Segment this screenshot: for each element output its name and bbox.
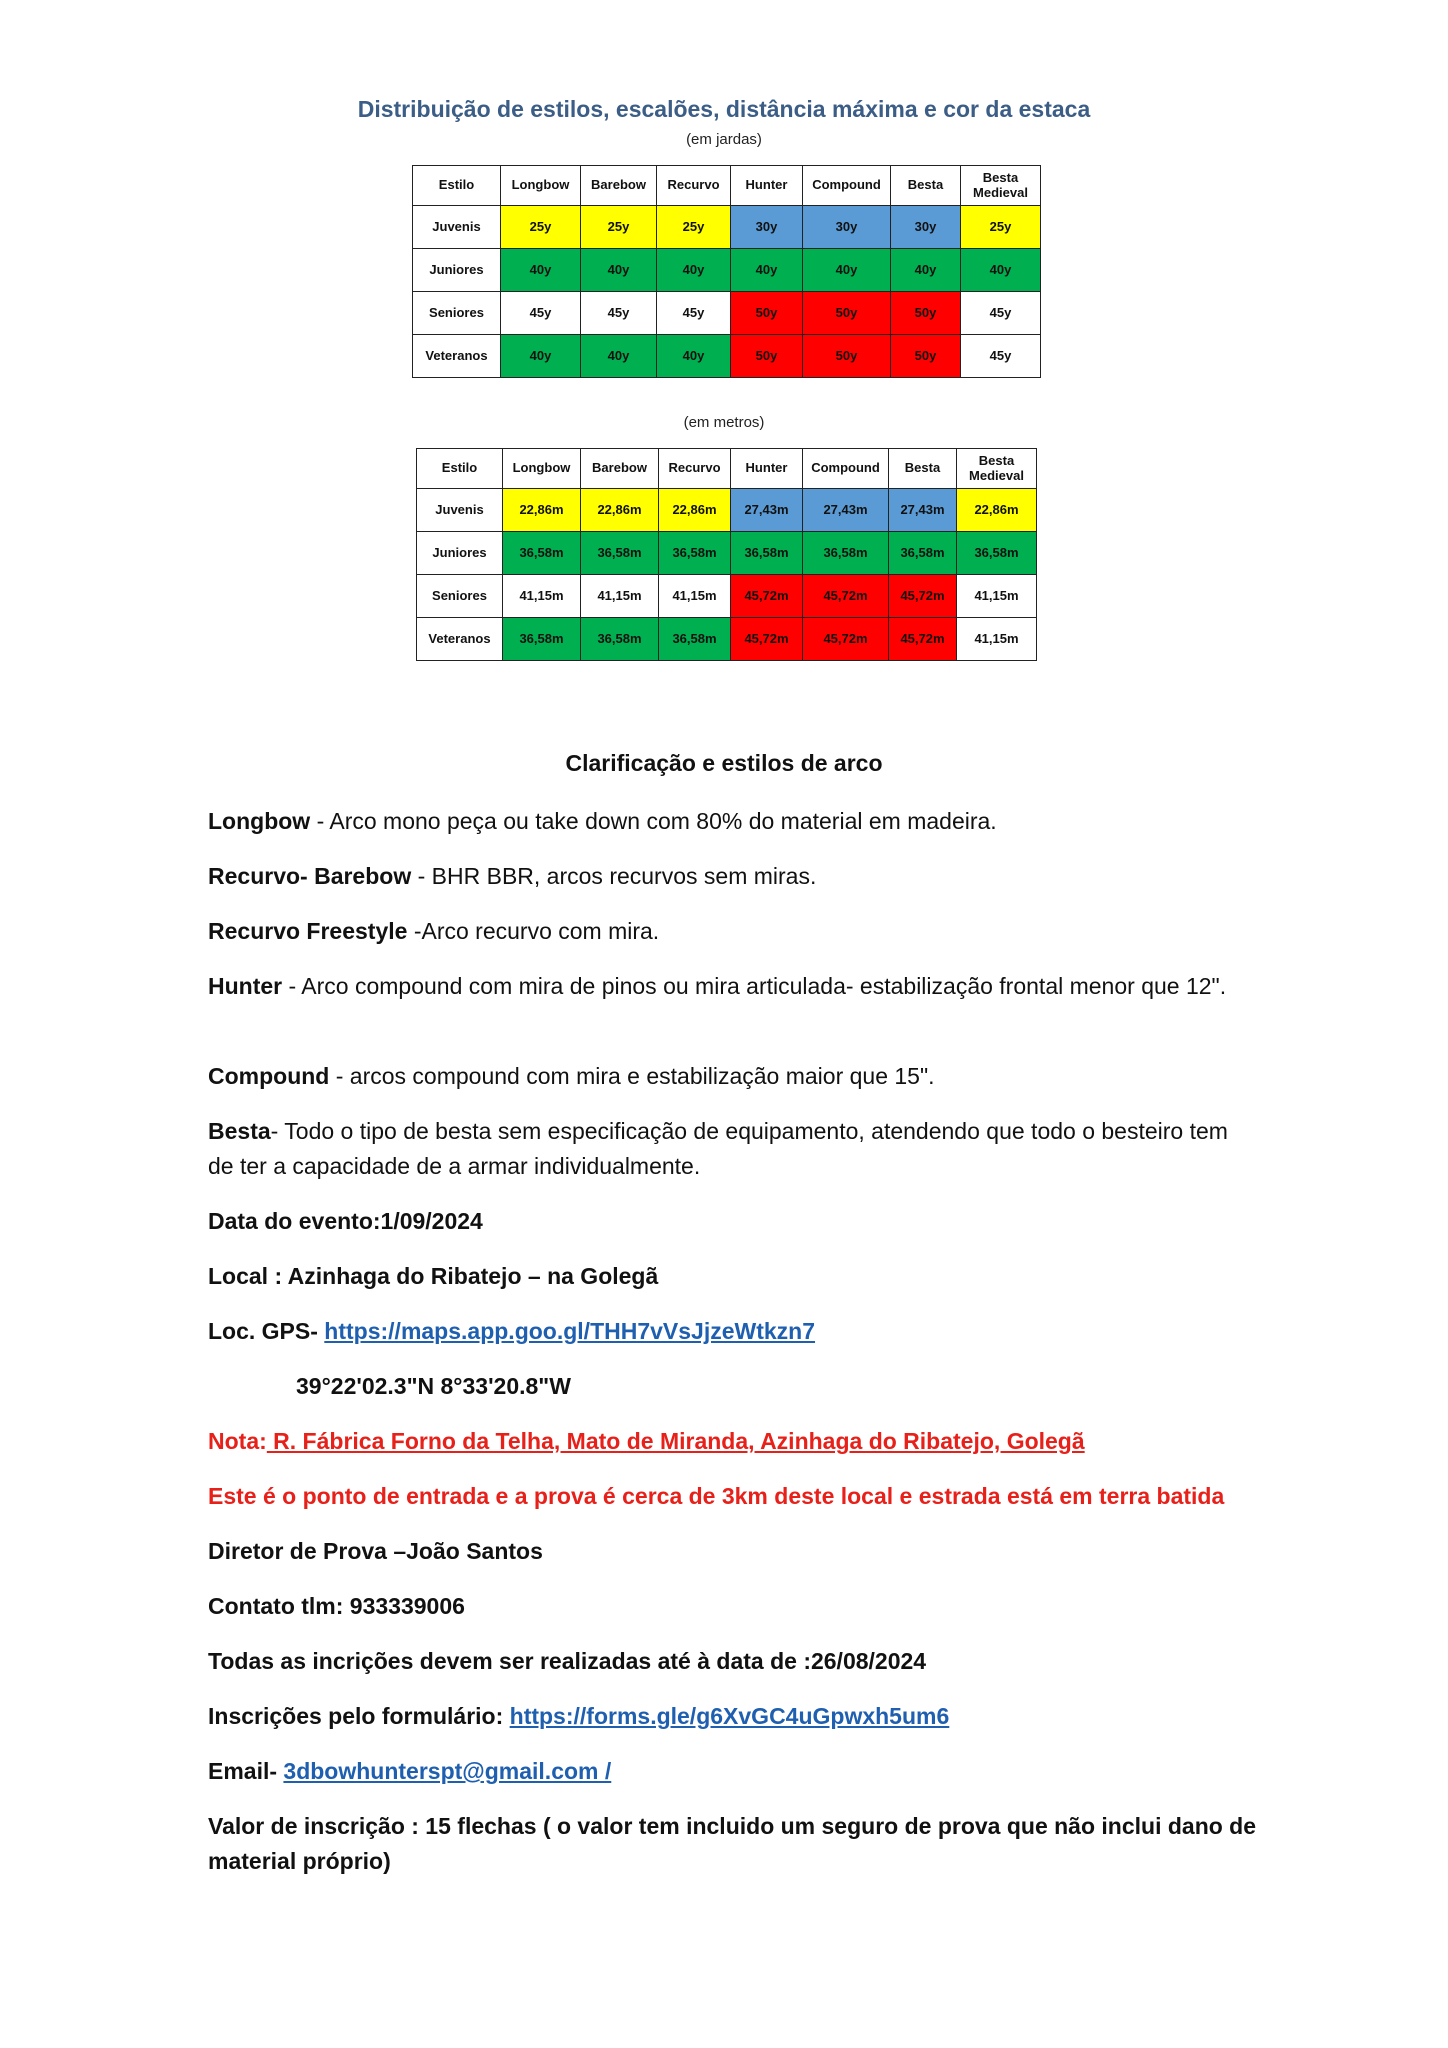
meters-distance-cell: 41,15m xyxy=(957,575,1037,618)
note-line xyxy=(208,1424,1258,1459)
style-desc: -Arco recurvo com mira. xyxy=(407,918,660,944)
meters-distance-cell: 36,58m xyxy=(803,532,889,575)
yards-distance-cell: 45y xyxy=(961,335,1041,378)
meters-distance-cell: 45,72m xyxy=(803,618,889,661)
meters-distance-cell: 36,58m xyxy=(581,618,659,661)
yards-distance-cell: 40y xyxy=(891,249,961,292)
yards-distance-cell: 40y xyxy=(731,249,803,292)
event-date: Data do evento:1/09/2024 xyxy=(208,1208,483,1234)
style-desc: - arcos compound com mira e estabilização maior que 15". xyxy=(329,1063,935,1089)
warning-text: Este é o ponto de entrada e a prova é cerca de 3km deste local e estrada está em terra batida xyxy=(208,1483,1225,1509)
email-line xyxy=(208,1754,1258,1789)
meters-row xyxy=(417,575,1037,618)
yards-distance-cell: 50y xyxy=(731,335,803,378)
meters-row-label: Juvenis xyxy=(417,489,503,532)
meters-distance-cell: 22,86m xyxy=(503,489,581,532)
style-name: Compound xyxy=(208,1063,330,1089)
yards-distance-cell: 45y xyxy=(581,292,657,335)
meters-distance-cell: 36,58m xyxy=(957,532,1037,575)
meters-header-cell: Besta Medieval xyxy=(957,449,1037,489)
yards-row-label: Seniores xyxy=(413,292,501,335)
style-desc: - Arco compound com mira de pinos ou mira articulada- estabilização frontal menor que 12". xyxy=(282,973,1227,999)
yards-distance-cell: 40y xyxy=(501,249,581,292)
meters-header-cell: Besta xyxy=(889,449,957,489)
meters-distance-cell: 22,86m xyxy=(659,489,731,532)
style-recurvo-barebow xyxy=(208,859,1258,894)
meters-distance-cell: 45,72m xyxy=(803,575,889,618)
yards-distance-cell: 30y xyxy=(803,206,891,249)
meters-row-label: Juniores xyxy=(417,532,503,575)
gps-coordinates: 39°22'02.3"N 8°33'20.8"W xyxy=(296,1373,571,1399)
meters-unit-label: (em metros) xyxy=(683,414,765,431)
yards-header-cell: Recurvo xyxy=(657,166,731,206)
meters-row xyxy=(417,489,1037,532)
note-label: Nota: xyxy=(208,1428,267,1454)
meters-distance-cell: 36,58m xyxy=(659,618,731,661)
meters-distance-cell: 36,58m xyxy=(659,532,731,575)
yards-row xyxy=(413,249,1041,292)
yards-header-cell: Besta Medieval xyxy=(961,166,1041,206)
style-hunter xyxy=(208,969,1258,1004)
yards-header-cell: Besta xyxy=(891,166,961,206)
meters-distance-cell: 41,15m xyxy=(659,575,731,618)
registration-deadline: Todas as incrições devem ser realizadas até à data de :26/08/2024 xyxy=(208,1648,927,1674)
yards-distance-cell: 40y xyxy=(501,335,581,378)
meters-distance-cell: 36,58m xyxy=(731,532,803,575)
yards-row-label: Juniores xyxy=(413,249,501,292)
meters-header-cell: Hunter xyxy=(731,449,803,489)
meters-distance-cell: 36,58m xyxy=(889,532,957,575)
gps-label: Loc. GPS- xyxy=(208,1318,325,1344)
yards-distance-cell: 50y xyxy=(803,335,891,378)
yards-distance-cell: 40y xyxy=(581,249,657,292)
form-label: Inscrições pelo formulário: xyxy=(208,1703,510,1729)
yards-header-cell: Estilo xyxy=(413,166,501,206)
meters-row xyxy=(417,532,1037,575)
yards-header-cell: Hunter xyxy=(731,166,803,206)
yards-distance-cell: 30y xyxy=(731,206,803,249)
gps-line xyxy=(208,1314,1258,1349)
form-line xyxy=(208,1699,1258,1734)
yards-distance-cell: 25y xyxy=(581,206,657,249)
email-link[interactable]: 3dbowhunterspt@gmail.com / xyxy=(283,1758,612,1784)
email-label: Email- xyxy=(208,1758,284,1784)
yards-distance-cell: 45y xyxy=(501,292,581,335)
yards-distance-cell: 50y xyxy=(731,292,803,335)
meters-distance-cell: 45,72m xyxy=(731,575,803,618)
yards-distance-cell: 30y xyxy=(891,206,961,249)
yards-header-cell: Compound xyxy=(803,166,891,206)
registration-fee: Valor de inscrição : 15 flechas ( o valor tem incluido um seguro de prova que não inclui dano de material próprio) xyxy=(208,1813,1257,1874)
yards-distance-cell: 50y xyxy=(891,292,961,335)
yards-distance-cell: 25y xyxy=(657,206,731,249)
yards-row xyxy=(413,206,1041,249)
style-name: Besta xyxy=(208,1118,271,1144)
meters-header-cell: Barebow xyxy=(581,449,659,489)
meters-header-cell: Recurvo xyxy=(659,449,731,489)
meters-distance-cell: 36,58m xyxy=(503,532,581,575)
meters-header-cell: Compound xyxy=(803,449,889,489)
meters-header-row xyxy=(417,449,1037,489)
meters-row-label: Seniores xyxy=(417,575,503,618)
yards-distance-cell: 25y xyxy=(501,206,581,249)
style-compound xyxy=(208,1059,1258,1094)
meters-distance-cell: 27,43m xyxy=(731,489,803,532)
meters-distance-cell: 36,58m xyxy=(503,618,581,661)
yards-unit-label: (em jardas) xyxy=(686,131,762,148)
style-besta xyxy=(208,1114,1258,1184)
style-longbow xyxy=(208,804,1258,839)
yards-distance-cell: 40y xyxy=(581,335,657,378)
yards-distance-cell: 50y xyxy=(891,335,961,378)
yards-row xyxy=(413,335,1041,378)
meters-header-cell: Longbow xyxy=(503,449,581,489)
yards-row-label: Juvenis xyxy=(413,206,501,249)
gps-link[interactable]: https://maps.app.goo.gl/THH7vVsJjzeWtkzn7 xyxy=(324,1318,816,1344)
yards-header-cell: Longbow xyxy=(501,166,581,206)
meters-distance-cell: 45,72m xyxy=(889,618,957,661)
meters-distance-cell: 41,15m xyxy=(957,618,1037,661)
event-location: Local : Azinhaga do Ribatejo – na Golegã xyxy=(208,1263,659,1289)
style-name: Recurvo- Barebow xyxy=(208,863,412,889)
meters-header-cell: Estilo xyxy=(417,449,503,489)
director: Diretor de Prova –João Santos xyxy=(208,1538,543,1564)
yards-header-cell: Barebow xyxy=(581,166,657,206)
style-desc: - Arco mono peça ou take down com 80% do material em madeira. xyxy=(310,808,997,834)
meters-distance-cell: 41,15m xyxy=(581,575,659,618)
style-desc: - BHR BBR, arcos recurvos sem miras. xyxy=(411,863,817,889)
meters-row-label: Veteranos xyxy=(417,618,503,661)
yards-distance-table xyxy=(412,165,1041,378)
style-name: Hunter xyxy=(208,973,283,999)
meters-distance-table xyxy=(416,448,1037,661)
contact-phone: Contato tlm: 933339006 xyxy=(208,1593,465,1619)
page-title: Distribuição de estilos, escalões, distância máxima e cor da estaca xyxy=(357,96,1091,122)
meters-distance-cell: 27,43m xyxy=(889,489,957,532)
meters-distance-cell: 45,72m xyxy=(731,618,803,661)
style-recurvo-freestyle xyxy=(208,914,1258,949)
yards-row-label: Veteranos xyxy=(413,335,501,378)
meters-distance-cell: 41,15m xyxy=(503,575,581,618)
yards-row xyxy=(413,292,1041,335)
meters-distance-cell: 27,43m xyxy=(803,489,889,532)
meters-distance-cell: 22,86m xyxy=(957,489,1037,532)
meters-distance-cell: 45,72m xyxy=(889,575,957,618)
meters-distance-cell: 22,86m xyxy=(581,489,659,532)
section-heading: Clarificação e estilos de arco xyxy=(565,750,883,776)
yards-distance-cell: 45y xyxy=(961,292,1041,335)
yards-distance-cell: 40y xyxy=(657,249,731,292)
yards-distance-cell: 50y xyxy=(803,292,891,335)
yards-distance-cell: 25y xyxy=(961,206,1041,249)
yards-distance-cell: 40y xyxy=(961,249,1041,292)
meters-distance-cell: 36,58m xyxy=(581,532,659,575)
yards-distance-cell: 45y xyxy=(657,292,731,335)
yards-distance-cell: 40y xyxy=(657,335,731,378)
yards-distance-cell: 40y xyxy=(803,249,891,292)
meters-row xyxy=(417,618,1037,661)
style-desc: - Todo o tipo de besta sem especificação de equipamento, atendendo que todo o besteiro tem de ter a capacidade de a armar individualmente. xyxy=(208,1118,1228,1179)
style-name: Recurvo Freestyle xyxy=(208,918,408,944)
note-address: R. Fábrica Forno da Telha, Mato de Miranda, Azinhaga do Ribatejo, Golegã xyxy=(266,1428,1085,1454)
form-link[interactable]: https://forms.gle/g6XvGC4uGpwxh5um6 xyxy=(509,1703,950,1729)
yards-header-row xyxy=(413,166,1041,206)
style-name: Longbow xyxy=(208,808,311,834)
